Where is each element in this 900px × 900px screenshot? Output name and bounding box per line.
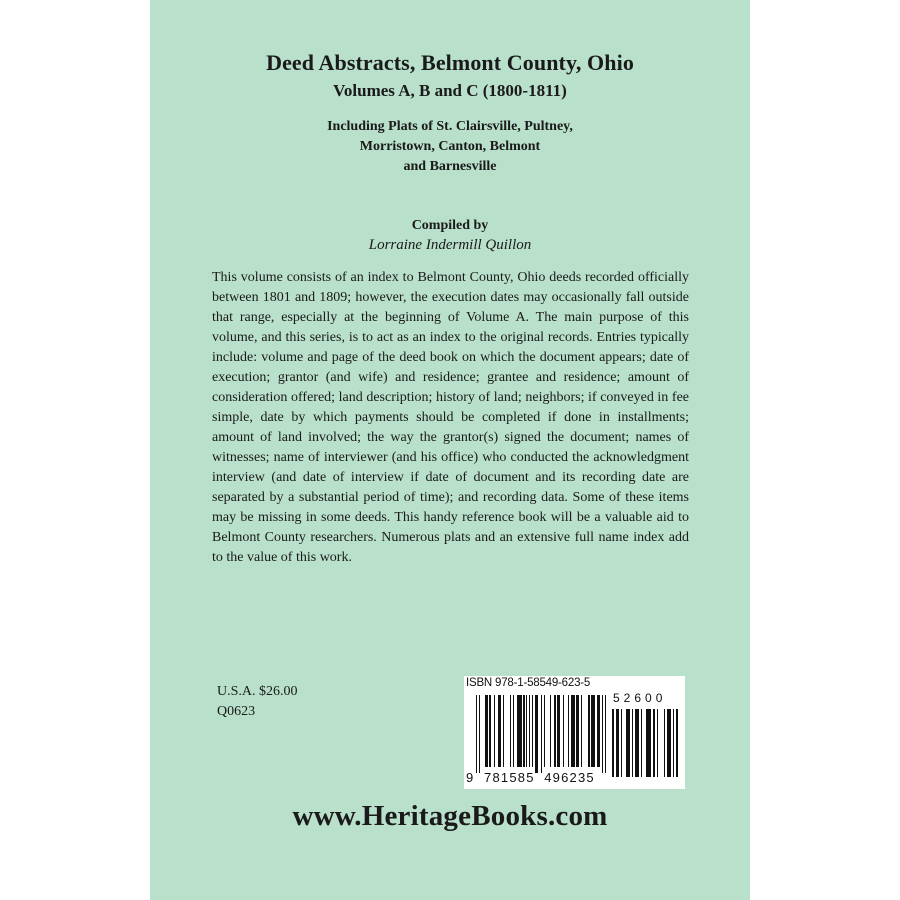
plats-line: Including Plats of St. Clairsville, Pultney, [327,119,573,134]
isbn-barcode [464,676,685,789]
barcode-ean-digits: 9 781585 496235 [466,770,595,785]
plats-note [150,117,750,177]
book-subtitle: Volumes A, B and C (1800-1811) [333,81,567,100]
price-block [217,682,298,722]
barcode-addon-bars-icon [612,709,678,777]
book-title: Deed Abstracts, Belmont County, Ohio [266,50,634,75]
plats-line: and Barnesville [403,159,497,174]
price: U.S.A. $26.00 [217,684,298,699]
barcode-bars-icon [476,695,606,770]
book-description: This volume consists of an index to Belmont County, Ohio deeds recorded officially between 1801 and 1809; however, the execution dates may occasionally fall outside that range, especially at the beginning of Volume A. The main purpose of this volume, and this series, is to act as an index to the original records. Entries typically include: volume and page of the deed book on which the document appears; date of execution; grantor (and wife) and residence; grantee and residence; amount of consideration offered; land description; history of land; neighbors; if conveyed in fee simple, date by which payments should be completed if done in installments; amount of land involved; the way the grantor(s) signed the document; names of witnesses; name of interviewer (and his office) who conducted the acknowledgment interview (and date of interview if date of document and its recording date are separated by a substantial period of time); and recording data. Some of these items may be missing in some deeds. This handy reference book will be a valuable aid to Belmont County researchers. Numerous plats and an extensive full name index add to the value of this work. [212,270,689,565]
compiled-by-label: Compiled by [411,218,489,233]
plats-line: Morristown, Canton, Belmont [359,139,541,154]
book-back-cover [150,0,750,900]
isbn-label: ISBN 978-1-58549-623-5 [466,677,591,689]
product-code: Q0623 [217,704,256,719]
barcode-addon-digits: 52600 [613,691,667,705]
publisher-website: www.HeritageBooks.com [292,800,608,832]
author-name: Lorraine Indermill Quillon [368,237,532,253]
